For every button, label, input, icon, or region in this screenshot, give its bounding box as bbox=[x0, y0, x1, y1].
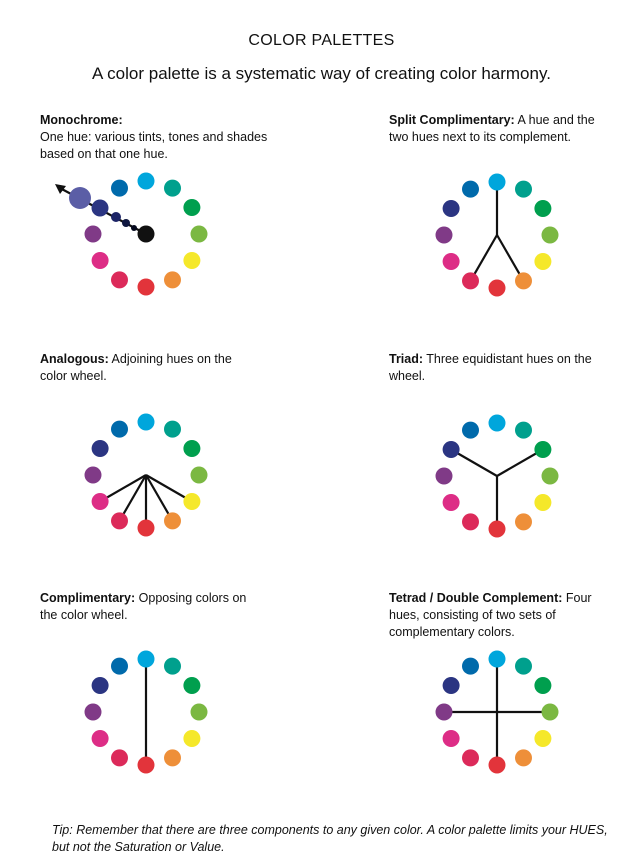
hue-dot bbox=[92, 252, 109, 269]
hue-dot bbox=[191, 704, 208, 721]
hue-dot bbox=[183, 730, 200, 747]
monochrome-text: One hue: various tints, tones and shades based on that one hue. bbox=[40, 130, 268, 161]
hue-dot bbox=[436, 468, 453, 485]
split-complimentary-text: A hue and the two hues next to its complement. bbox=[389, 113, 595, 144]
monochrome-dot bbox=[92, 200, 109, 217]
monochrome-dot bbox=[111, 212, 121, 222]
hue-dot bbox=[443, 441, 460, 458]
hue-dot bbox=[111, 658, 128, 675]
hue-dot bbox=[164, 658, 181, 675]
hue-dot bbox=[489, 757, 506, 774]
complimentary-text: Opposing colors on the color wheel. bbox=[40, 591, 247, 622]
hue-dot bbox=[515, 513, 532, 530]
hue-dot bbox=[534, 441, 551, 458]
hue-dot bbox=[436, 227, 453, 244]
hue-dot bbox=[489, 651, 506, 668]
hue-dot bbox=[515, 181, 532, 198]
hue-dot bbox=[111, 749, 128, 766]
hue-dot bbox=[138, 520, 155, 537]
hue-dot bbox=[191, 226, 208, 243]
hue-dot bbox=[92, 677, 109, 694]
triad-name: Triad: bbox=[389, 352, 424, 366]
monochrome-dot bbox=[131, 225, 137, 231]
hue-dot bbox=[489, 521, 506, 538]
hue-dot bbox=[515, 658, 532, 675]
hue-dot bbox=[183, 440, 200, 457]
hue-dot bbox=[462, 658, 479, 675]
hue-dot bbox=[111, 421, 128, 438]
page-title: COLOR PALETTES bbox=[248, 32, 395, 49]
monochrome-name: Monochrome: bbox=[40, 113, 123, 127]
complimentary-description bbox=[40, 590, 265, 624]
hue-dot bbox=[443, 677, 460, 694]
hue-dot bbox=[138, 414, 155, 431]
hue-dot bbox=[443, 494, 460, 511]
hue-dot bbox=[183, 199, 200, 216]
hue-dot bbox=[542, 704, 559, 721]
triad-text: Three equidistant hues on the wheel. bbox=[389, 352, 592, 383]
hue-dot bbox=[489, 174, 506, 191]
monochrome-dot bbox=[138, 226, 155, 243]
analogous-name: Analogous: bbox=[40, 352, 109, 366]
hue-dot bbox=[164, 512, 181, 529]
hue-dot bbox=[534, 200, 551, 217]
hue-dot bbox=[443, 730, 460, 747]
tip-text: Tip: Remember that there are three components to any given color. A color palette limits your HUES, but not the Saturation or Value. bbox=[52, 823, 608, 854]
hue-dot bbox=[436, 704, 453, 721]
hue-dot bbox=[92, 440, 109, 457]
hue-dot bbox=[191, 467, 208, 484]
hue-dot bbox=[183, 252, 200, 269]
split-complimentary-description bbox=[389, 112, 614, 146]
hue-dot bbox=[138, 279, 155, 296]
hue-dot bbox=[183, 493, 200, 510]
monochrome-dot bbox=[122, 219, 130, 227]
tetrad-description bbox=[389, 590, 614, 641]
tetrad-text: Four hues, consisting of two sets of complementary colors. bbox=[389, 591, 592, 639]
hue-dot bbox=[489, 415, 506, 432]
hue-dot bbox=[183, 677, 200, 694]
hue-dot bbox=[515, 272, 532, 289]
hue-dot bbox=[443, 200, 460, 217]
hue-dot bbox=[534, 730, 551, 747]
hue-dot bbox=[92, 730, 109, 747]
hue-dot bbox=[462, 272, 479, 289]
hue-dot bbox=[542, 468, 559, 485]
hue-dot bbox=[515, 422, 532, 439]
hue-dot bbox=[515, 749, 532, 766]
hue-dot bbox=[85, 467, 102, 484]
hue-dot bbox=[164, 180, 181, 197]
hue-dot bbox=[462, 749, 479, 766]
hue-dot bbox=[489, 280, 506, 297]
hue-dot bbox=[111, 180, 128, 197]
hue-dot bbox=[534, 677, 551, 694]
hue-dot bbox=[443, 253, 460, 270]
hue-dot bbox=[462, 422, 479, 439]
hue-dot bbox=[164, 749, 181, 766]
hue-dot bbox=[164, 421, 181, 438]
monochrome-description bbox=[40, 112, 272, 163]
analogous-text: Adjoining hues on the color wheel. bbox=[40, 352, 232, 383]
complimentary-name: Complimentary: bbox=[40, 591, 136, 605]
monochrome-dot bbox=[69, 187, 91, 209]
triad-description bbox=[389, 351, 614, 385]
tetrad-name: Tetrad / Double Complement: bbox=[389, 591, 563, 605]
hue-dot bbox=[138, 173, 155, 190]
hue-dot bbox=[138, 651, 155, 668]
hue-dot bbox=[164, 271, 181, 288]
hue-dot bbox=[85, 226, 102, 243]
hue-dot bbox=[111, 271, 128, 288]
hue-dot bbox=[462, 181, 479, 198]
hue-dot bbox=[542, 227, 559, 244]
hue-dot bbox=[138, 757, 155, 774]
tetrad-wheel bbox=[0, 0, 1, 1]
arrow-head-icon bbox=[55, 184, 66, 194]
split-complimentary-name: Split Complimentary: bbox=[389, 113, 515, 127]
analogous-description bbox=[40, 351, 255, 385]
hue-dot bbox=[462, 513, 479, 530]
hue-dot bbox=[85, 704, 102, 721]
hue-dot bbox=[534, 494, 551, 511]
page-subtitle: A color palette is a systematic way of creating color harmony. bbox=[92, 64, 551, 83]
hue-dot bbox=[534, 253, 551, 270]
hue-dot bbox=[92, 493, 109, 510]
hue-dot bbox=[111, 512, 128, 529]
